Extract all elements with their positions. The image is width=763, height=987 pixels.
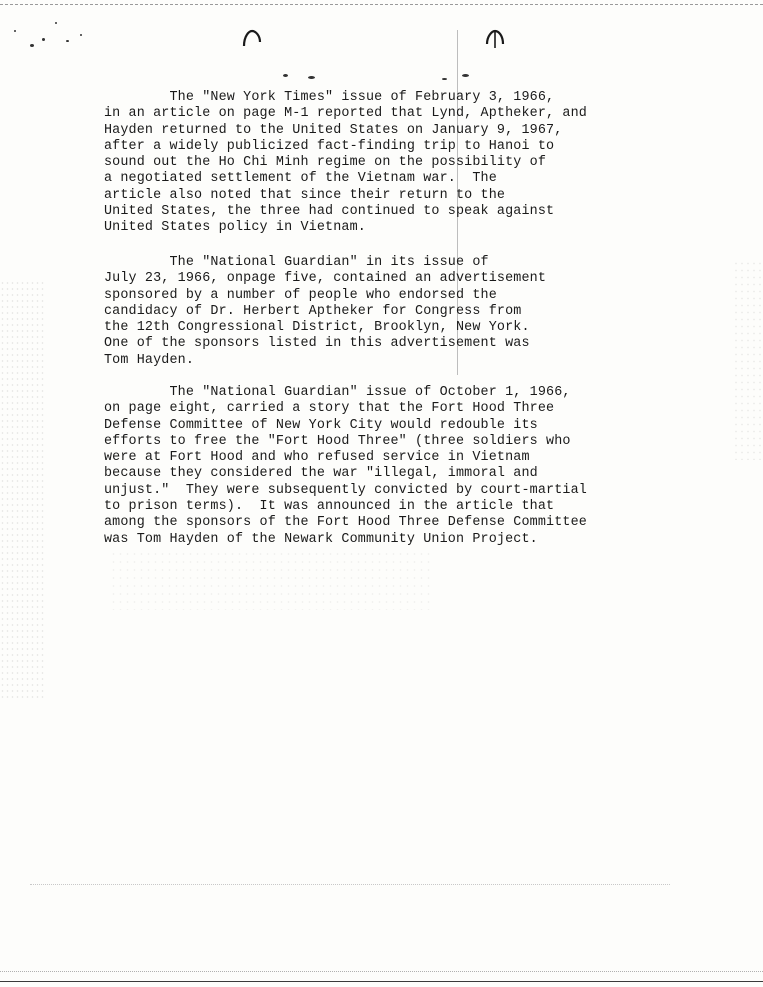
paragraph-fort-hood-three [104, 385, 624, 548]
scan-edge-noise [733, 260, 763, 460]
text-line: The "New York Times" issue of February 3, 1966, [104, 90, 555, 105]
scan-speck [42, 38, 45, 41]
text-line: One of the sponsors listed in this advertisement was [104, 336, 530, 352]
scan-speck [80, 34, 82, 36]
text-line: Hayden returned to the United States on January 9, 1967, [104, 122, 563, 138]
scan-artifact-line [0, 971, 763, 972]
text-line: Defense Committee of New York City would redouble its [104, 417, 538, 433]
scan-speck [283, 74, 288, 77]
text-line: July 23, 1966, onpage five, contained an advertisement [104, 271, 547, 287]
text-line: United States policy in Vietnam. [104, 220, 366, 236]
text-line: The "National Guardian" issue of October 1, 1966, [104, 385, 571, 400]
text-line: The "National Guardian" in its issue of [104, 255, 489, 270]
scan-speck [66, 40, 69, 42]
punch-hole-icon [484, 28, 506, 50]
punch-hole-icon [241, 28, 263, 50]
paragraph-new-york-times [104, 90, 624, 237]
scan-speck [55, 22, 57, 24]
text-line: unjust." They were subsequently convicted by court-martial [104, 482, 587, 498]
top-perforation-edge [0, 4, 763, 5]
text-line: article also noted that since their return to the [104, 187, 506, 203]
text-line: the 12th Congressional District, Brooklyn, New York. [104, 320, 530, 336]
text-line: to prison terms). It was announced in the article that [104, 499, 555, 515]
text-line: because they considered the war "illegal, immoral and [104, 466, 538, 482]
text-line: efforts to free the "Fort Hood Three" (three soldiers who [104, 433, 571, 449]
paragraph-guardian-advertisement [104, 255, 624, 369]
scan-speck [442, 78, 447, 80]
text-line: was Tom Hayden of the Newark Community Union Project. [104, 531, 538, 547]
text-line: among the sponsors of the Fort Hood Three Defense Committee [104, 515, 587, 531]
scan-speck [308, 76, 315, 79]
scan-speck [30, 44, 34, 47]
text-line: in an article on page M-1 reported that Lynd, Aptheker, and [104, 106, 587, 122]
text-line: sound out the Ho Chi Minh regime on the possibility of [104, 155, 547, 171]
scan-artifact-line [30, 884, 670, 885]
text-line: a negotiated settlement of the Vietnam war. The [104, 171, 497, 187]
scan-speck [14, 30, 16, 32]
text-line: candidacy of Dr. Herbert Aptheker for Congress from [104, 303, 522, 319]
text-line: after a widely publicized fact-finding trip to Hanoi to [104, 138, 555, 154]
text-line: sponsored by a number of people who endorsed the [104, 287, 497, 303]
text-line: on page eight, carried a story that the Fort Hood Three [104, 401, 555, 417]
scan-edge-noise [0, 280, 44, 700]
scan-noise [110, 550, 430, 610]
text-line: were at Fort Hood and who refused service in Vietnam [104, 450, 530, 466]
text-line: Tom Hayden. [104, 352, 195, 368]
text-line: United States, the three had continued to speak against [104, 204, 555, 220]
bottom-page-edge [0, 981, 763, 982]
scan-speck [462, 74, 469, 77]
